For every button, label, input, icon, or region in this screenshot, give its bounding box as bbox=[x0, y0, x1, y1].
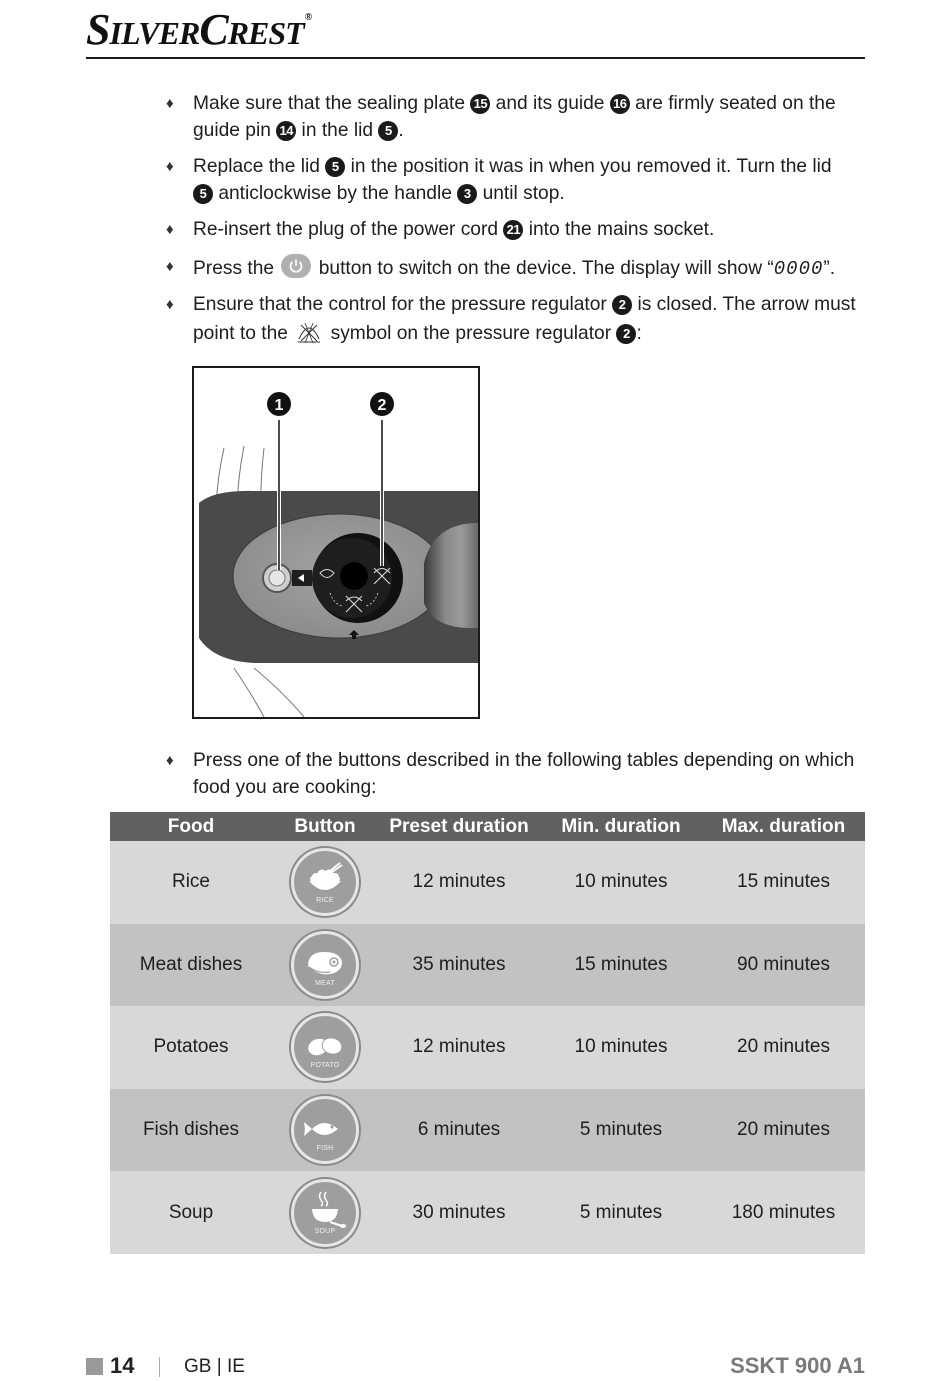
header-button: Button bbox=[294, 815, 356, 837]
language-code: GB | IE bbox=[184, 1356, 245, 1377]
instruction-item: ♦ Make sure that the sealing plate 15 and its guide 16 are firmly seated on the guide pin 14 in the lid 5 . bbox=[166, 93, 836, 141]
callout-2-label: 2 bbox=[377, 397, 387, 414]
fish-button bbox=[291, 1096, 359, 1164]
callout-number: 2 bbox=[616, 324, 636, 344]
callout-number: 16 bbox=[610, 94, 630, 114]
food-cell: Rice bbox=[171, 871, 210, 893]
table-row bbox=[110, 924, 865, 1007]
meat-button bbox=[291, 931, 359, 999]
footer-divider bbox=[159, 1357, 160, 1377]
instruction-list bbox=[166, 91, 856, 363]
table-intro bbox=[166, 748, 856, 811]
header-food: Food bbox=[167, 815, 215, 837]
header-preset-duration: Preset duration bbox=[389, 815, 529, 837]
callout-1-label: 1 bbox=[274, 397, 284, 414]
instruction-item: ♦ Ensure that the control for the pressure regulator 2 is closed. The arrow must point to the symbol on the pressure regulator 2 : bbox=[166, 292, 856, 353]
callout-number: 15 bbox=[470, 94, 490, 114]
max-cell: 15 minutes bbox=[737, 871, 830, 893]
bullet-diamond-icon: ♦ bbox=[166, 158, 174, 175]
bullet-diamond-icon: ♦ bbox=[166, 257, 174, 275]
pressure-closed-icon bbox=[295, 319, 323, 354]
power-button-icon bbox=[281, 254, 311, 278]
preset-cell: 12 minutes bbox=[412, 871, 506, 893]
min-cell: 10 minutes bbox=[574, 871, 668, 893]
rice-button bbox=[291, 848, 359, 916]
table-row bbox=[110, 841, 865, 924]
potato-button-label: POTATO bbox=[310, 1062, 340, 1070]
fish-button-label: FISH bbox=[316, 1145, 334, 1153]
footer-square-icon bbox=[86, 1358, 103, 1375]
table-row bbox=[110, 1171, 865, 1254]
callout-number: 2 bbox=[612, 295, 632, 315]
food-cell: Soup bbox=[168, 1201, 214, 1223]
instruction-item: ♦ Replace the lid 5 in the position it was in when you removed it. Turn the lid 5 anticlockwise by the handle 3 until stop. bbox=[166, 156, 832, 204]
min-cell: 10 minutes bbox=[574, 1036, 668, 1058]
min-cell: 15 minutes bbox=[574, 953, 668, 975]
instruction-item: ♦ Press one of the buttons described in the following tables depending on which food you are cooking: bbox=[166, 750, 855, 798]
max-cell: 90 minutes bbox=[737, 953, 830, 975]
max-cell: 180 minutes bbox=[731, 1201, 836, 1223]
preset-cell: 35 minutes bbox=[412, 953, 506, 975]
callout-number: 5 bbox=[325, 157, 345, 177]
preset-cell: 30 minutes bbox=[412, 1201, 506, 1223]
cooking-programs-table bbox=[110, 812, 865, 1254]
table-row bbox=[110, 1006, 865, 1089]
page-number: 14 bbox=[110, 1353, 135, 1378]
max-cell: 20 minutes bbox=[737, 1119, 830, 1141]
display-readout: 0000 bbox=[773, 257, 824, 280]
preset-cell: 12 minutes bbox=[412, 1036, 506, 1058]
model-number: SSKT 900 A1 bbox=[730, 1353, 865, 1378]
pressure-regulator-illustration bbox=[192, 366, 480, 719]
callout-number: 21 bbox=[503, 220, 523, 240]
header-rule bbox=[86, 57, 865, 59]
callout-number: 3 bbox=[457, 184, 477, 204]
table-header-row bbox=[110, 812, 865, 841]
food-cell: Potatoes bbox=[153, 1036, 229, 1058]
table-row bbox=[110, 1089, 865, 1172]
potato-button bbox=[291, 1013, 359, 1081]
header-max-duration: Max. duration bbox=[721, 815, 846, 837]
food-cell: Fish dishes bbox=[142, 1119, 240, 1141]
brand-logo: SILVERCREST® bbox=[86, 5, 312, 54]
page-footer bbox=[86, 1352, 865, 1381]
food-cell: Meat dishes bbox=[139, 953, 243, 975]
soup-button bbox=[291, 1179, 359, 1247]
min-cell: 5 minutes bbox=[579, 1119, 663, 1141]
bullet-diamond-icon: ♦ bbox=[166, 296, 174, 313]
callout-number: 5 bbox=[193, 184, 213, 204]
rice-button-label: RICE bbox=[316, 897, 334, 905]
min-cell: 5 minutes bbox=[579, 1201, 663, 1223]
instruction-item: ♦ Re-insert the plug of the power cord 21 into the mains socket. bbox=[166, 217, 856, 244]
max-cell: 20 minutes bbox=[737, 1036, 830, 1058]
instruction-item: ♦ Press the button to switch on the device. The display will show “0000”. bbox=[166, 254, 856, 283]
callout-number: 5 bbox=[378, 121, 398, 141]
preset-cell: 6 minutes bbox=[417, 1119, 501, 1141]
bullet-diamond-icon: ♦ bbox=[166, 752, 174, 769]
soup-button-label: SOUP bbox=[314, 1227, 336, 1235]
bullet-diamond-icon: ♦ bbox=[166, 95, 174, 112]
meat-button-label: MEAT bbox=[315, 979, 335, 987]
header-min-duration: Min. duration bbox=[561, 815, 681, 837]
bullet-diamond-icon: ♦ bbox=[166, 221, 174, 238]
callout-number: 14 bbox=[276, 121, 296, 141]
